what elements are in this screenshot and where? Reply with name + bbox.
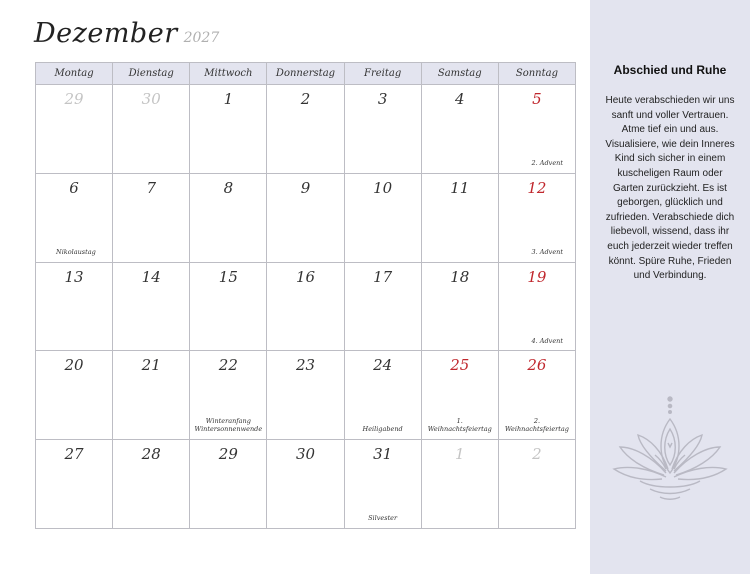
lotus-icon bbox=[610, 395, 730, 525]
day-number: 4 bbox=[455, 90, 465, 108]
day-cell[interactable] bbox=[499, 174, 575, 262]
day-number: 2 bbox=[300, 90, 311, 108]
event-label bbox=[501, 248, 573, 257]
day-cell[interactable] bbox=[190, 351, 267, 439]
event-label bbox=[347, 514, 419, 523]
weekday-3: Mittwoch bbox=[190, 63, 267, 84]
sidebar-title: Abschied und Ruhe bbox=[613, 63, 727, 77]
event-text: 1. Weihnachtsfeiertag bbox=[427, 416, 492, 434]
day-number: 30 bbox=[295, 445, 316, 464]
day-cell[interactable] bbox=[36, 351, 113, 439]
day-cell[interactable] bbox=[113, 174, 190, 262]
day-cell[interactable] bbox=[499, 85, 575, 173]
day-cell[interactable] bbox=[267, 174, 344, 262]
day-cell[interactable] bbox=[36, 174, 113, 262]
day-number: 19 bbox=[527, 267, 547, 286]
weekday-2: Dienstag bbox=[113, 63, 190, 84]
weekday-4: Donnerstag bbox=[267, 63, 344, 84]
event-text: Silvester bbox=[368, 514, 398, 523]
day-number: 31 bbox=[373, 445, 393, 464]
day-number: 8 bbox=[223, 178, 234, 197]
day-number: 1 bbox=[223, 90, 234, 108]
event-label bbox=[501, 417, 573, 435]
month-grid bbox=[35, 62, 576, 529]
day-cell[interactable] bbox=[267, 440, 344, 528]
event-label bbox=[424, 417, 496, 435]
day-number: 11 bbox=[450, 178, 470, 197]
day-cell[interactable] bbox=[190, 263, 267, 351]
day-number: 9 bbox=[300, 178, 311, 197]
calendar-title bbox=[34, 18, 219, 58]
day-cell[interactable] bbox=[36, 440, 113, 528]
event-label bbox=[192, 417, 264, 435]
day-number: 13 bbox=[64, 267, 84, 286]
day-number: 17 bbox=[373, 267, 393, 286]
week-row bbox=[36, 440, 575, 528]
day-number: 29 bbox=[218, 445, 238, 464]
day-number: 15 bbox=[218, 267, 238, 286]
day-cell[interactable] bbox=[345, 351, 422, 439]
day-cell[interactable] bbox=[113, 440, 190, 528]
day-number: 21 bbox=[141, 356, 161, 375]
weekday-6: Samstag bbox=[422, 63, 499, 84]
event-text: 4. Advent bbox=[531, 336, 563, 345]
day-cell[interactable] bbox=[422, 263, 499, 351]
sidebar-panel bbox=[590, 0, 750, 574]
day-cell[interactable] bbox=[345, 85, 422, 173]
weeks-container bbox=[36, 85, 575, 528]
event-label bbox=[38, 248, 110, 257]
day-cell[interactable] bbox=[190, 174, 267, 262]
day-number: 25 bbox=[450, 356, 470, 375]
day-cell[interactable] bbox=[113, 351, 190, 439]
day-number: 23 bbox=[295, 356, 316, 375]
day-cell[interactable] bbox=[499, 351, 575, 439]
day-cell[interactable] bbox=[345, 440, 422, 528]
month-name: Dezember bbox=[34, 18, 178, 49]
event-text: Wintersonnenwende bbox=[194, 425, 263, 434]
day-cell[interactable] bbox=[267, 351, 344, 439]
sidebar-text: Heute verabschieden wir uns sanft und voller Vertrauen. Atme tief ein und aus. Visualisiere, wie dein Inneres Kind sich sicher in einem kuscheligen Raum oder Garten zurückzieht. Es ist geborgen, glücklich und zufrieden. Verabschiede dich liebevoll, wissend, dass ihr euch jederzeit wieder treffen könnt. Spüre Ruhe, Frieden und Verbindung. bbox=[605, 95, 735, 282]
week-row bbox=[36, 174, 575, 263]
event-text: Winteranfang bbox=[205, 416, 251, 425]
day-cell[interactable] bbox=[36, 263, 113, 351]
day-cell[interactable] bbox=[499, 440, 575, 528]
day-cell[interactable] bbox=[190, 85, 267, 173]
day-number: 28 bbox=[141, 445, 161, 464]
year-label: 2027 bbox=[183, 30, 220, 46]
week-row bbox=[36, 351, 575, 440]
event-text: 2. Advent bbox=[531, 159, 563, 168]
day-cell[interactable] bbox=[113, 85, 190, 173]
event-label bbox=[347, 425, 419, 434]
day-number: 1 bbox=[455, 445, 465, 464]
day-number: 2 bbox=[532, 445, 542, 464]
day-cell[interactable] bbox=[345, 263, 422, 351]
day-number: 14 bbox=[141, 267, 161, 286]
day-number: 12 bbox=[527, 178, 547, 197]
event-text: Heiligabend bbox=[362, 425, 403, 434]
day-number: 29 bbox=[64, 90, 84, 108]
day-cell[interactable] bbox=[190, 440, 267, 528]
day-number: 24 bbox=[373, 356, 393, 375]
day-cell[interactable] bbox=[113, 263, 190, 351]
day-cell[interactable] bbox=[267, 263, 344, 351]
week-row bbox=[36, 263, 575, 352]
day-cell[interactable] bbox=[499, 263, 575, 351]
event-label bbox=[501, 337, 573, 346]
event-text: Nikolaustag bbox=[56, 247, 96, 256]
day-number: 20 bbox=[64, 356, 84, 375]
day-number: 26 bbox=[527, 356, 547, 375]
day-cell[interactable] bbox=[422, 351, 499, 439]
day-number: 16 bbox=[295, 267, 316, 286]
day-cell[interactable] bbox=[345, 174, 422, 262]
day-cell[interactable] bbox=[36, 85, 113, 173]
day-number: 18 bbox=[450, 267, 470, 286]
day-number: 5 bbox=[532, 90, 542, 108]
day-cell[interactable] bbox=[422, 85, 499, 173]
day-number: 27 bbox=[64, 445, 84, 464]
day-cell[interactable] bbox=[267, 85, 344, 173]
weekday-header bbox=[36, 63, 575, 85]
day-cell[interactable] bbox=[422, 174, 499, 262]
weekday-7: Sonntag bbox=[515, 68, 558, 79]
week-row bbox=[36, 85, 575, 174]
event-label bbox=[501, 159, 573, 168]
day-number: 30 bbox=[141, 90, 161, 108]
weekday-5: Freitag bbox=[345, 63, 422, 84]
event-text: 2. Weihnachtsfeiertag bbox=[504, 416, 569, 434]
day-cell[interactable] bbox=[422, 440, 499, 528]
day-number: 22 bbox=[218, 356, 238, 375]
event-text: 3. Advent bbox=[531, 247, 563, 256]
weekday-1: Montag bbox=[36, 63, 113, 84]
day-number: 10 bbox=[373, 178, 393, 197]
day-number: 3 bbox=[377, 90, 388, 108]
day-number: 6 bbox=[69, 178, 79, 197]
day-number: 7 bbox=[146, 178, 156, 197]
